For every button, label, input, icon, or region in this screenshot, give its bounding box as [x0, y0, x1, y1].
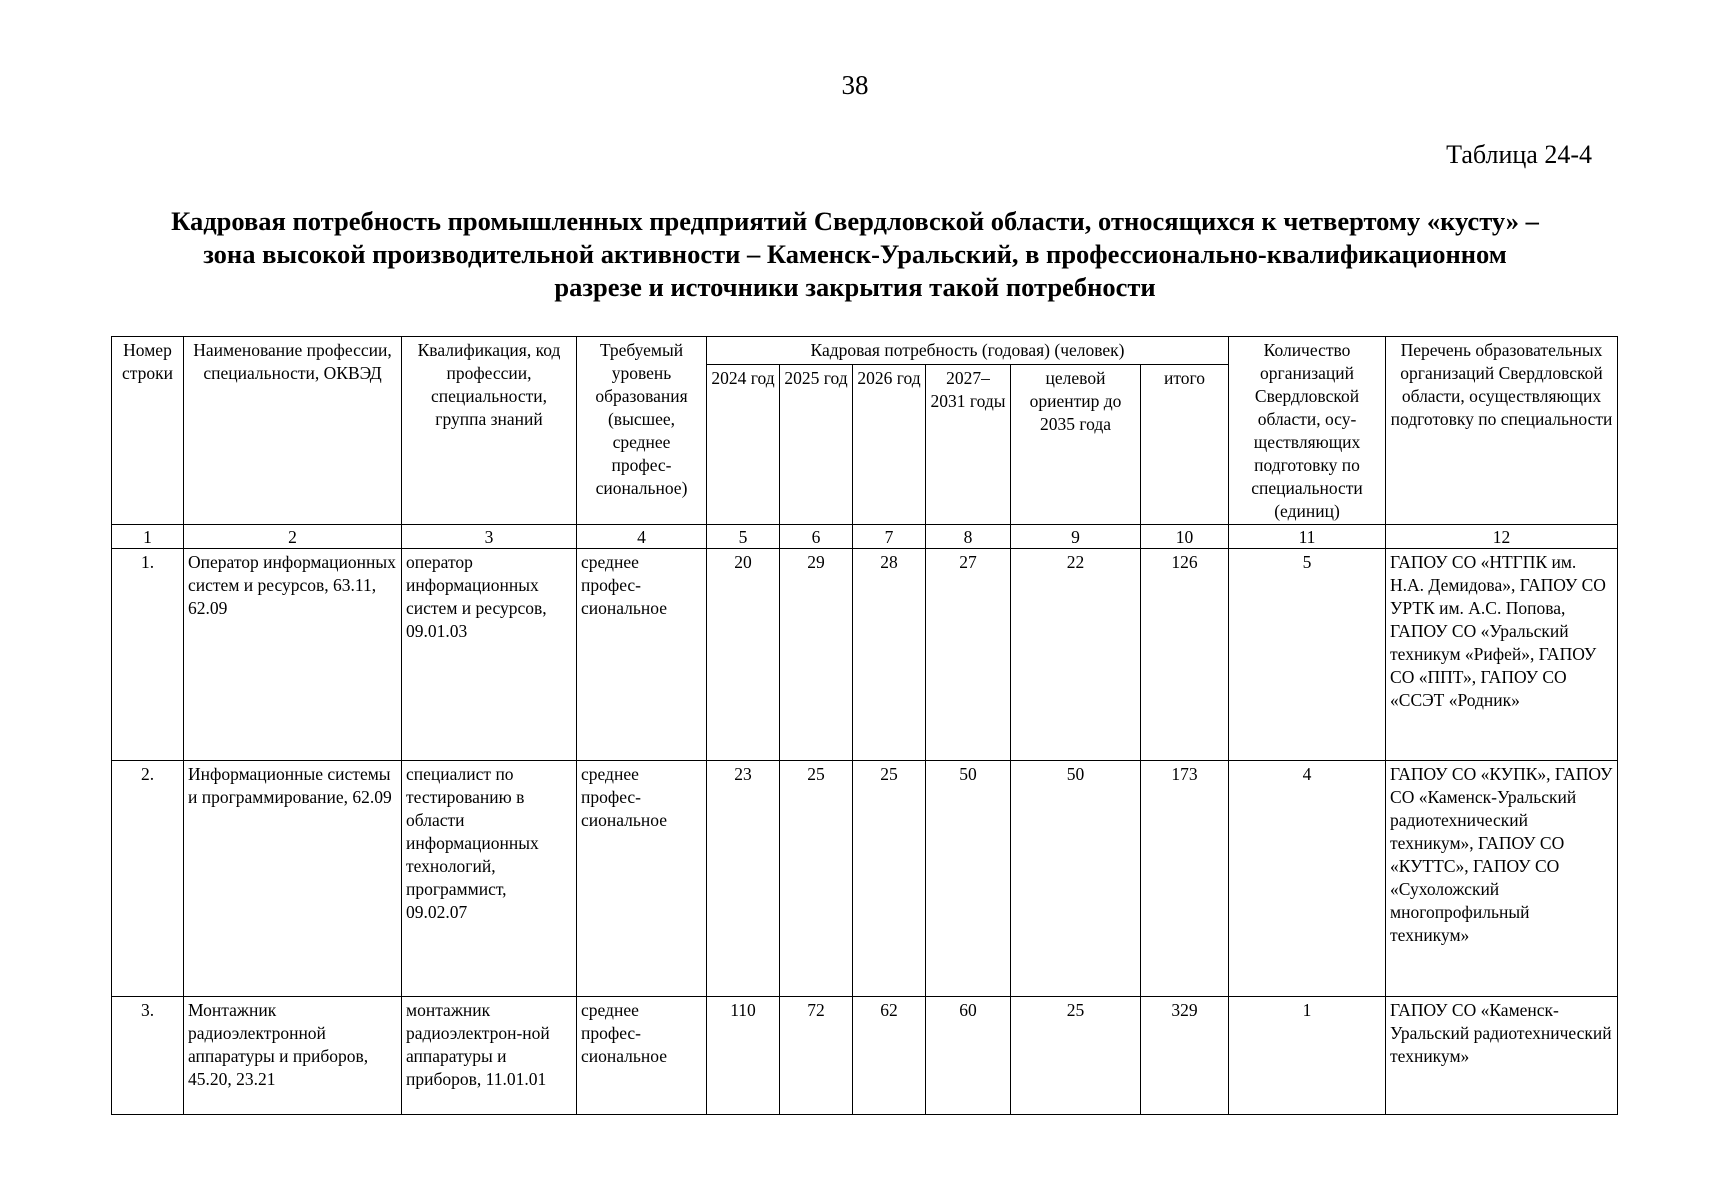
- column-number: 1: [112, 525, 184, 549]
- row-number: 2.: [112, 761, 184, 997]
- qualification-code: оператор информационных систем и ресурсов, 09.01.03: [402, 549, 577, 761]
- demand-2024: 110: [707, 997, 780, 1115]
- demand-total: 329: [1141, 997, 1229, 1115]
- demand-total: 126: [1141, 549, 1229, 761]
- header-years-2027-2031: 2027– 2031 годы: [926, 365, 1011, 525]
- title-line-3: разрезе и источники закрытия такой потребности: [554, 272, 1156, 302]
- header-year-2024: 2024 год: [707, 365, 780, 525]
- demand-2024: 20: [707, 549, 780, 761]
- header-qualification: Квалификация, код профессии, специальности, группа знаний: [402, 337, 577, 525]
- header-education: Требуемый уровень образования (высшее, среднее профес-сиональное): [577, 337, 707, 525]
- staffing-demand-table: [111, 336, 1618, 1115]
- education-level: среднее профес-сиональное: [577, 549, 707, 761]
- header-profession: Наименование профессии, специальности, ОКВЭД: [184, 337, 402, 525]
- column-number: 9: [1011, 525, 1141, 549]
- table-row: [112, 549, 1618, 761]
- demand-target-2035: 25: [1011, 997, 1141, 1115]
- demand-2027-2031: 50: [926, 761, 1011, 997]
- education-level: среднее профес-сиональное: [577, 997, 707, 1115]
- title-line-2: зона высокой производительной активности – Каменск-Уральский, в профессионально-квалификационном: [203, 239, 1507, 269]
- table-row: [112, 761, 1618, 997]
- demand-2027-2031: 27: [926, 549, 1011, 761]
- org-list: ГАПОУ СО «КУПК», ГАПОУ СО «Каменск-Уральский радиотехнический техникум», ГАПОУ СО «КУТТС», ГАПОУ СО «Сухоложский многопрофильный техникум»: [1386, 761, 1618, 997]
- profession-name: Оператор информационных систем и ресурсов, 63.11, 62.09: [184, 549, 402, 761]
- page-number: 38: [841, 70, 869, 100]
- org-count: 4: [1229, 761, 1386, 997]
- org-count: 5: [1229, 549, 1386, 761]
- demand-2025: 29: [780, 549, 853, 761]
- column-number: 3: [402, 525, 577, 549]
- demand-total: 173: [1141, 761, 1229, 997]
- demand-2027-2031: 60: [926, 997, 1011, 1115]
- demand-2026: 25: [853, 761, 926, 997]
- header-org-count: Количество организаций Свердловской области, осу-ществляющих подготовку по специальности (единиц): [1229, 337, 1386, 525]
- org-list: ГАПОУ СО «НТГПК им. Н.А. Демидова», ГАПОУ СО УРТК им. А.С. Попова, ГАПОУ СО «Уральский техникум «Рифей», ГАПОУ СО «ППТ», ГАПОУ СО «ССЭТ «Родник»: [1386, 549, 1618, 761]
- header-year-2025: 2025 год: [780, 365, 853, 525]
- qualification-code: специалист по тестированию в области информационных технологий, программист, 09.02.07: [402, 761, 577, 997]
- qualification-code: монтажник радиоэлектрон-ной аппаратуры и приборов, 11.01.01: [402, 997, 577, 1115]
- column-number: 2: [184, 525, 402, 549]
- document-title: [100, 205, 1610, 304]
- column-number: 6: [780, 525, 853, 549]
- column-number: 11: [1229, 525, 1386, 549]
- header-row-number: Номер строки: [112, 337, 184, 525]
- row-number: 3.: [112, 997, 184, 1115]
- header-year-2026: 2026 год: [853, 365, 926, 525]
- demand-target-2035: 50: [1011, 761, 1141, 997]
- column-number: 5: [707, 525, 780, 549]
- table-row: [112, 997, 1618, 1115]
- demand-2026: 28: [853, 549, 926, 761]
- row-number: 1.: [112, 549, 184, 761]
- column-number: 7: [853, 525, 926, 549]
- header-total: итого: [1141, 365, 1229, 525]
- column-number: 10: [1141, 525, 1229, 549]
- header-demand-group: Кадровая потребность (годовая) (человек): [707, 337, 1229, 365]
- org-list: ГАПОУ СО «Каменск-Уральский радиотехнический техникум»: [1386, 997, 1618, 1115]
- demand-target-2035: 22: [1011, 549, 1141, 761]
- header-row-1: [112, 337, 1618, 365]
- column-number: 8: [926, 525, 1011, 549]
- column-number-row: [112, 525, 1618, 549]
- column-number: 4: [577, 525, 707, 549]
- column-number: 12: [1386, 525, 1618, 549]
- profession-name: Информационные системы и программирование, 62.09: [184, 761, 402, 997]
- education-level: среднее профес-сиональное: [577, 761, 707, 997]
- profession-name: Монтажник радиоэлектронной аппаратуры и приборов, 45.20, 23.21: [184, 997, 402, 1115]
- demand-2024: 23: [707, 761, 780, 997]
- header-org-list: Перечень образовательных организаций Свердловской области, осуществляющих подготовку по специальности: [1386, 337, 1618, 525]
- title-line-1: Кадровая потребность промышленных предприятий Свердловской области, относящихся к четвертому «кусту» –: [171, 206, 1539, 236]
- org-count: 1: [1229, 997, 1386, 1115]
- demand-2025: 72: [780, 997, 853, 1115]
- demand-2026: 62: [853, 997, 926, 1115]
- header-target-2035: целевой ориентир до 2035 года: [1011, 365, 1141, 525]
- demand-2025: 25: [780, 761, 853, 997]
- table-label: Таблица 24-4: [1446, 140, 1592, 169]
